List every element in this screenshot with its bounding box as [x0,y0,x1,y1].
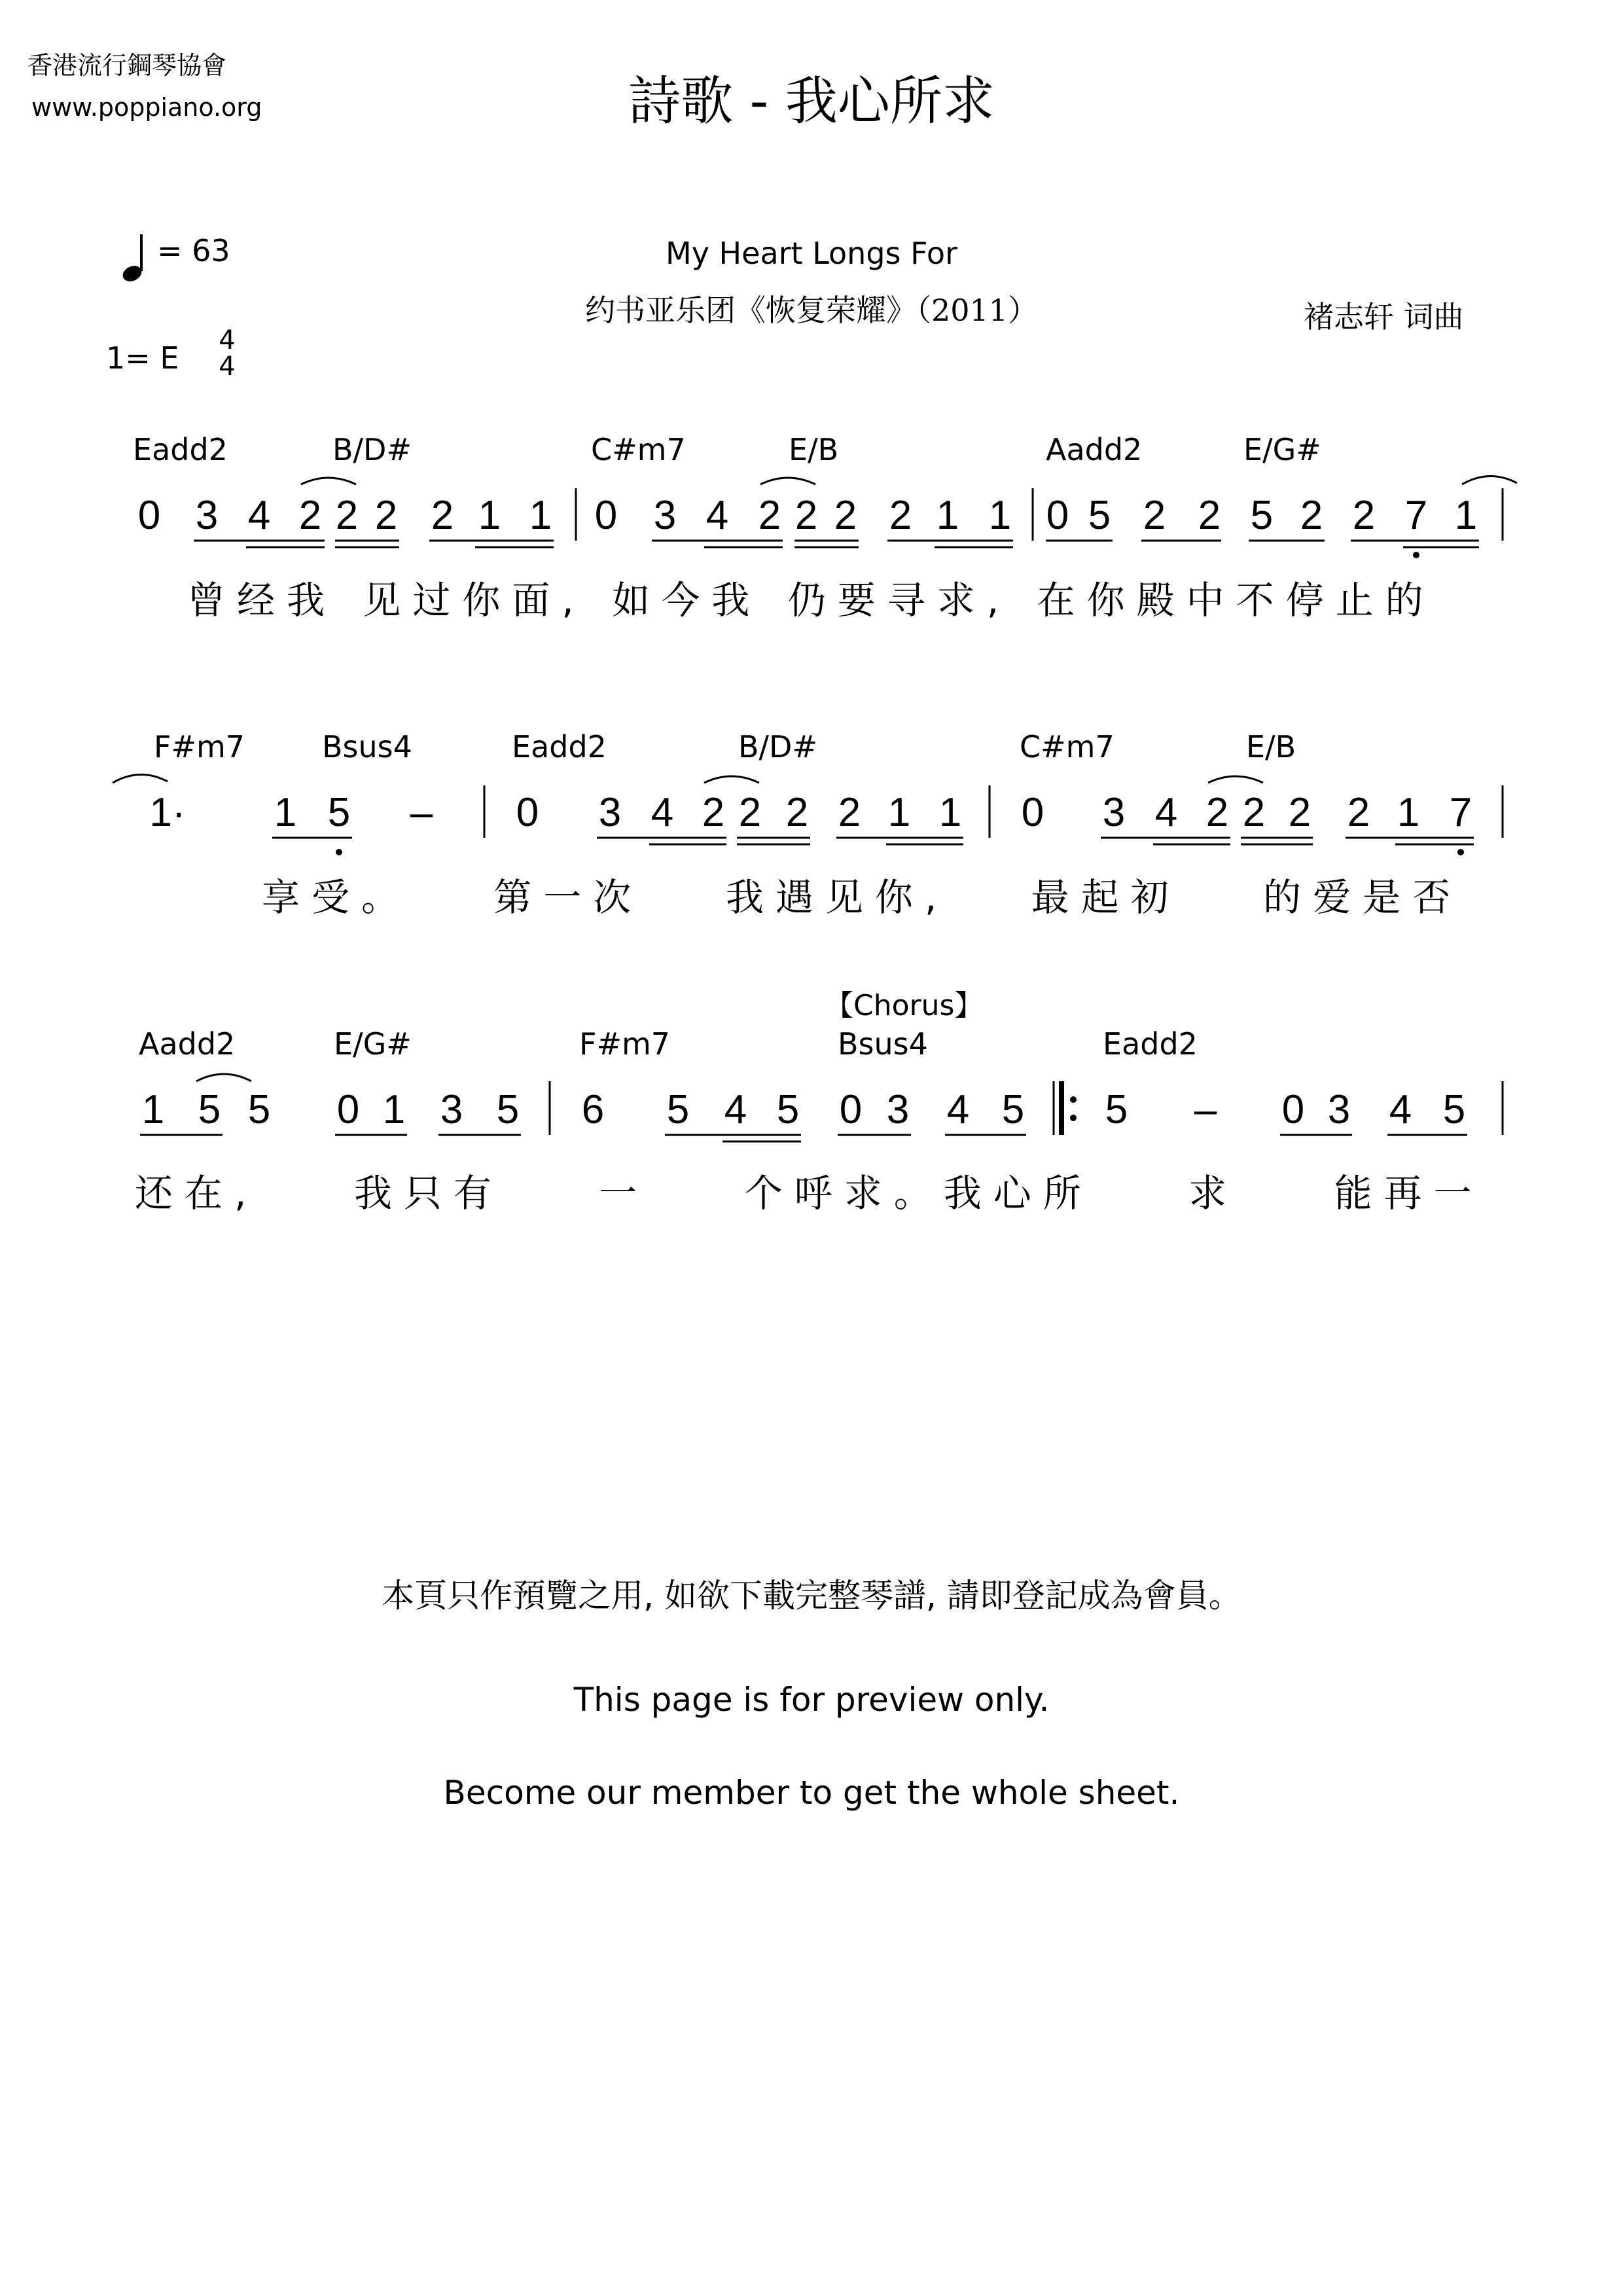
svg-text:2: 2 [889,493,912,538]
chord-label: C#m7 [591,432,686,467]
time-signature-top: 4 [219,325,236,355]
svg-text:2: 2 [738,790,762,835]
svg-text:0: 0 [1281,1087,1305,1132]
svg-text:2: 2 [1288,790,1311,835]
lyrics-line-1: 曾经我 见过你面, 如今我 仍要寻求, 在你殿中不停止的 [187,578,1435,622]
svg-text:1: 1 [887,790,911,835]
lyrics-line-3: 还在, 我只有 一 个呼求。我心所 求 能再一 [135,1171,1484,1215]
svg-text:1: 1 [141,1087,165,1132]
chord-label: Bsus4 [322,729,412,764]
time-signature-bottom: 4 [219,351,236,382]
svg-text:2: 2 [1198,493,1221,538]
svg-text:2: 2 [794,493,818,538]
svg-text:0: 0 [336,1087,360,1132]
svg-text:2: 2 [834,493,857,538]
chord-label: C#m7 [1020,729,1115,764]
svg-text:2: 2 [838,790,861,835]
svg-text:2: 2 [374,493,398,538]
svg-text:7: 7 [1449,790,1472,835]
preview-notice-chinese: 本頁只作預覽之用, 如欲下載完整琴譜, 請即登記成為會員。 [382,1577,1241,1615]
svg-text:2: 2 [1205,790,1229,835]
svg-text:1: 1 [274,790,297,835]
svg-text:2: 2 [1352,493,1376,538]
svg-text:4: 4 [651,790,674,835]
svg-text:4: 4 [705,493,729,538]
tempo-value: = 63 [157,233,230,268]
chord-label: E/G# [334,1026,412,1062]
svg-text:5: 5 [1105,1087,1128,1132]
svg-text:4: 4 [724,1087,747,1132]
svg-text:0: 0 [1046,493,1069,538]
svg-text:0: 0 [1021,790,1044,835]
svg-text:2: 2 [702,790,725,835]
chord-label: E/B [1246,729,1296,764]
svg-text:3: 3 [886,1087,910,1132]
chord-label: F#m7 [579,1026,671,1062]
svg-text:0: 0 [137,493,161,538]
svg-text:5: 5 [1250,493,1274,538]
chord-label: Aadd2 [139,1026,236,1062]
chord-label: Aadd2 [1046,432,1143,467]
svg-text:0: 0 [839,1087,863,1132]
svg-text:–: – [410,790,433,835]
svg-text:2: 2 [1347,790,1370,835]
svg-text:3: 3 [1327,1087,1351,1132]
svg-text:3: 3 [440,1087,463,1132]
key-signature: 1= E [106,340,179,376]
svg-text:3: 3 [195,493,219,538]
svg-text:3: 3 [598,790,622,835]
chord-label: B/D# [332,432,412,467]
svg-text:2: 2 [1300,493,1323,538]
svg-text:5: 5 [327,790,351,835]
svg-text:1·: 1· [149,790,186,835]
svg-text:5: 5 [198,1087,221,1132]
chord-label: Bsus4 [838,1026,928,1062]
svg-text:3: 3 [653,493,677,538]
chord-label: Eadd2 [133,432,228,467]
chord-label: Eadd2 [512,729,607,764]
svg-text:5: 5 [1088,493,1111,538]
svg-text:3: 3 [1102,790,1126,835]
preview-notice-line2: Become our member to get the whole sheet. [443,1774,1180,1812]
svg-text:1: 1 [478,493,501,538]
svg-text:1: 1 [938,790,962,835]
chord-label: E/B [789,432,839,467]
lyrics-line-2: 享受。 第一次 我遇见你, 最起初 的爱是否 [262,875,1463,920]
svg-text:1: 1 [1454,493,1478,538]
page-title: 詩歌 - 我心所求 [628,71,995,132]
subtitle-english: My Heart Longs For [666,236,957,271]
svg-text:2: 2 [335,493,359,538]
svg-text:2: 2 [1143,493,1166,538]
chord-label: Eadd2 [1103,1026,1198,1062]
svg-text:2: 2 [1242,790,1266,835]
website-url[interactable]: www.poppiano.org [31,93,262,122]
svg-text:1: 1 [1397,790,1420,835]
composer-credit: 褚志轩 词曲 [1304,299,1464,334]
svg-text:4: 4 [247,493,271,538]
svg-text:2: 2 [785,790,809,835]
svg-text:5: 5 [247,1087,271,1132]
subtitle-album: 约书亚乐团《恢复荣耀》（2011） [584,293,1039,328]
chord-label: B/D# [738,729,818,764]
svg-text:1: 1 [936,493,959,538]
svg-text:4: 4 [946,1087,970,1132]
svg-text:2: 2 [758,493,781,538]
svg-text:1: 1 [988,493,1012,538]
svg-text:5: 5 [776,1087,800,1132]
svg-text:–: – [1194,1087,1217,1132]
svg-text:7: 7 [1404,493,1428,538]
svg-text:2: 2 [298,493,322,538]
section-label: 【Chorus】 [825,989,984,1022]
chord-label: F#m7 [154,729,245,764]
chord-label: E/G# [1243,432,1321,467]
svg-text:1: 1 [529,493,552,538]
svg-text:5: 5 [1442,1087,1466,1132]
preview-notice-line1: This page is for preview only. [573,1681,1050,1719]
svg-text:6: 6 [581,1087,605,1132]
svg-text:5: 5 [1001,1087,1025,1132]
svg-text:5: 5 [666,1087,690,1132]
association-name: 香港流行鋼琴協會 [27,51,227,80]
svg-text:5: 5 [496,1087,520,1132]
svg-text:4: 4 [1389,1087,1412,1132]
svg-text:2: 2 [431,493,454,538]
svg-text:0: 0 [516,790,539,835]
svg-text:1: 1 [382,1087,406,1132]
svg-text:4: 4 [1154,790,1178,835]
svg-text:0: 0 [594,493,618,538]
